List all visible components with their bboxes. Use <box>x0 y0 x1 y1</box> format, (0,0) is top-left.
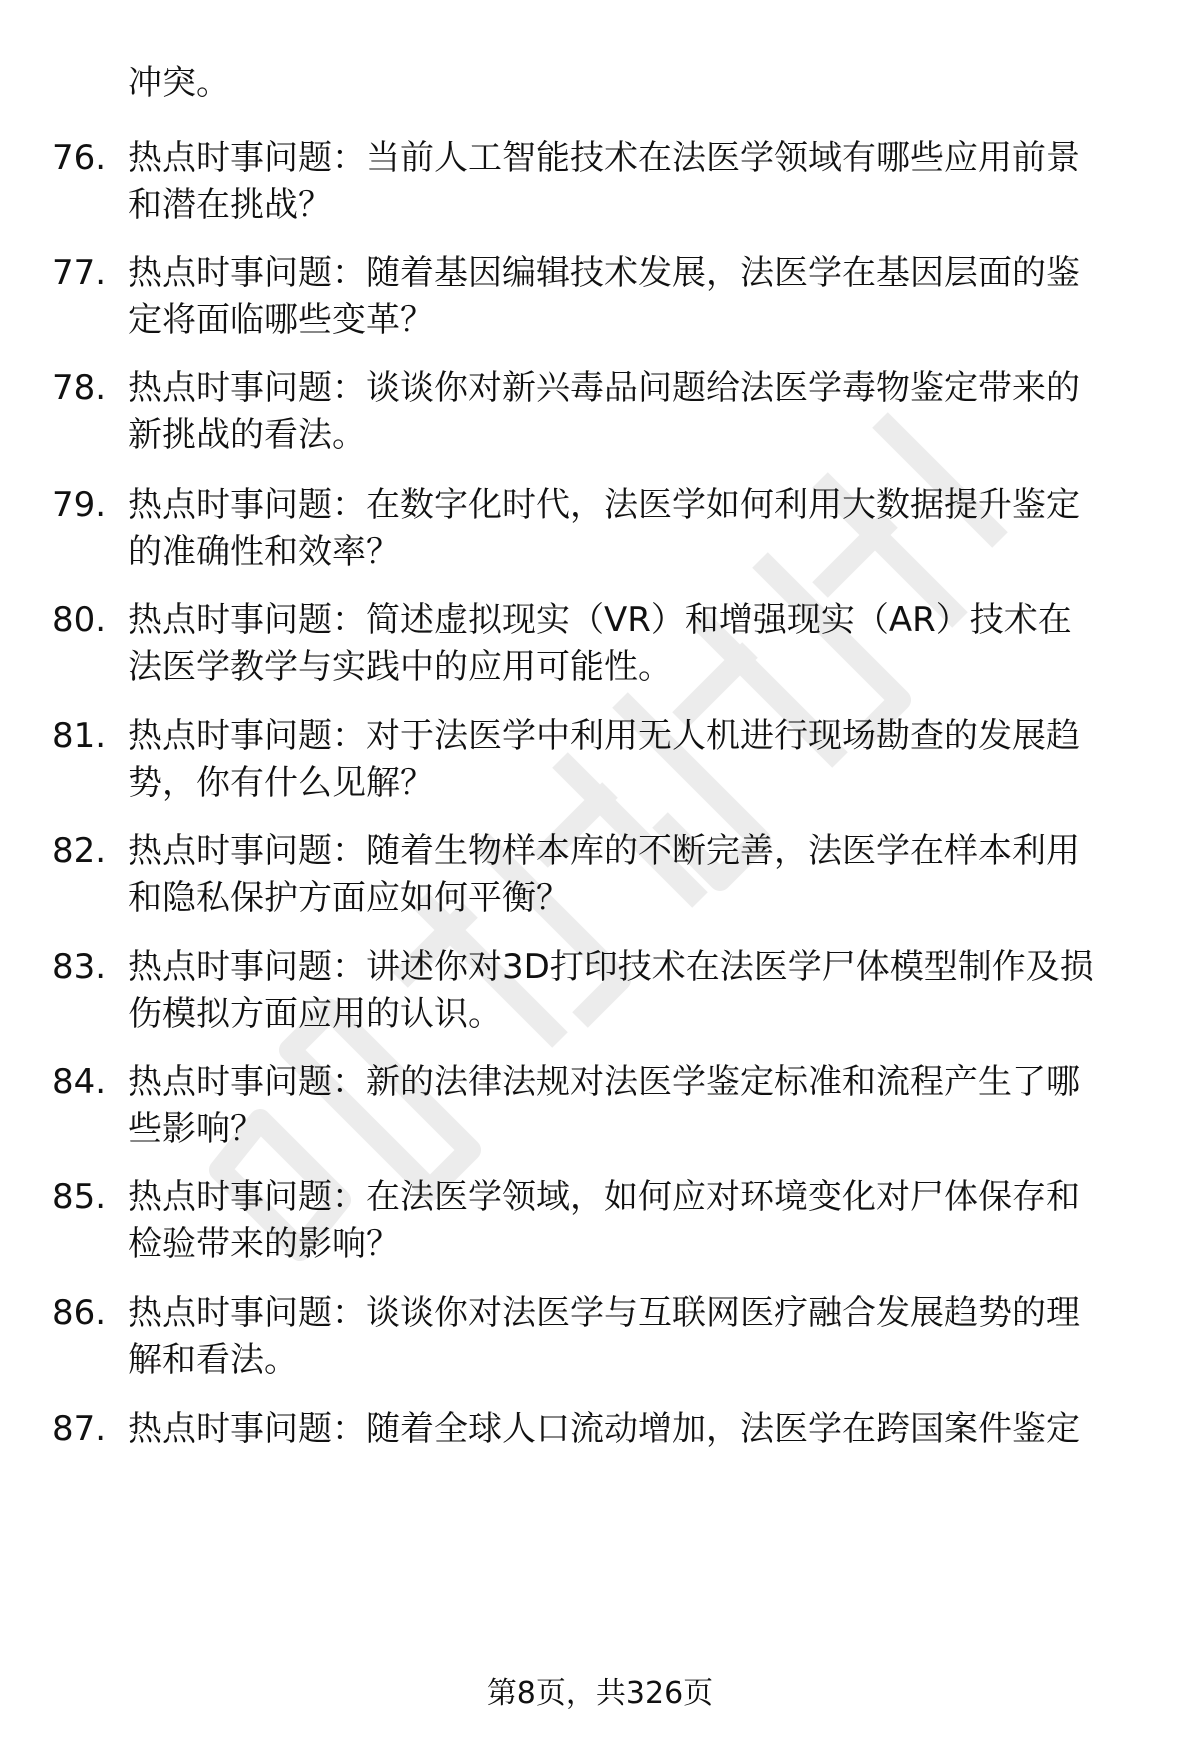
item-number: 77. <box>52 253 107 293</box>
item-text-line: 热点时事问题：随着全球人口流动增加，法医学在跨国案件鉴定 <box>128 1409 1080 1449</box>
item-text-line: 检验带来的影响？ <box>128 1224 400 1264</box>
item-text-line: 的准确性和效率？ <box>128 532 400 572</box>
item-number: 84. <box>52 1062 107 1102</box>
item-text-line: 和隐私保护方面应如何平衡？ <box>128 878 570 918</box>
item-number: 81. <box>52 716 107 756</box>
item-text-line: 热点时事问题：简述虚拟现实（VR）和增强现实（AR）技术在 <box>128 600 1072 640</box>
item-text-line: 些影响？ <box>128 1109 264 1149</box>
item-text-line: 和潜在挑战？ <box>128 185 332 225</box>
item-number: 83. <box>52 947 107 987</box>
item-text-line: 热点时事问题：在法医学领域，如何应对环境变化对尸体保存和 <box>128 1177 1080 1217</box>
item-number: 78. <box>52 368 107 408</box>
item-text-line: 伤模拟方面应用的认识。 <box>128 994 502 1034</box>
item-text-line: 新挑战的看法。 <box>128 415 366 455</box>
item-number: 85. <box>52 1177 107 1217</box>
item-text-line: 热点时事问题：对于法医学中利用无人机进行现场勘查的发展趋 <box>128 716 1080 756</box>
item-text-line: 热点时事问题：谈谈你对法医学与互联网医疗融合发展趋势的理 <box>128 1293 1080 1333</box>
item-number: 79. <box>52 485 107 525</box>
item-text-line: 热点时事问题：新的法律法规对法医学鉴定标准和流程产生了哪 <box>128 1062 1080 1102</box>
item-number: 87. <box>52 1409 107 1449</box>
item-text-line: 热点时事问题：当前人工智能技术在法医学领域有哪些应用前景 <box>128 138 1080 178</box>
item-text-line: 热点时事问题：随着生物样本库的不断完善，法医学在样本利用 <box>128 831 1080 871</box>
item-text-line: 法医学教学与实践中的应用可能性。 <box>128 647 672 687</box>
item-text-line: 热点时事问题：随着基因编辑技术发展，法医学在基因层面的鉴 <box>128 253 1080 293</box>
item-text-line: 热点时事问题：谈谈你对新兴毒品问题给法医学毒物鉴定带来的 <box>128 368 1080 408</box>
item-text-line: 定将面临哪些变革？ <box>128 300 434 340</box>
item-number: 82. <box>52 831 107 871</box>
item-text-line: 解和看法。 <box>128 1340 298 1380</box>
item-number: 76. <box>52 138 107 178</box>
item-text-line: 热点时事问题：讲述你对3D打印技术在法医学尸体模型制作及损 <box>128 947 1094 987</box>
page-footer: 第8页，共326页 <box>486 1676 714 1711</box>
item-text-line: 热点时事问题：在数字化时代，法医学如何利用大数据提升鉴定 <box>128 485 1080 525</box>
continuation-text: 冲突。 <box>128 63 230 103</box>
item-number: 80. <box>52 600 107 640</box>
item-text-line: 势，你有什么见解？ <box>128 763 434 803</box>
item-number: 86. <box>52 1293 107 1333</box>
